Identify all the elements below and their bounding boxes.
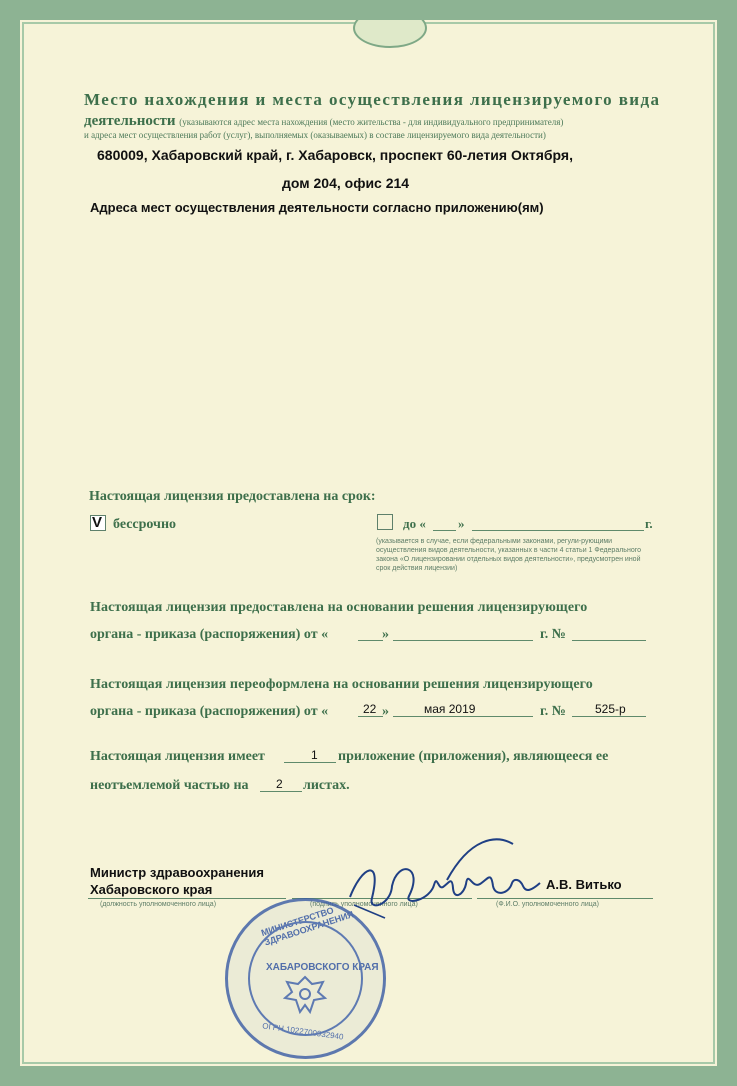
stamp-bottom-text: ОГРН 1022700932940	[261, 1021, 344, 1042]
decision-line-1: Настоящая лицензия предоставлена на основании решения лицензирующего	[90, 600, 588, 615]
appendix-line-1-end: приложение (приложения), являющееся ее	[338, 749, 609, 764]
unlimited-checkbox[interactable]	[90, 515, 106, 531]
until-year-suffix: г.	[645, 516, 653, 531]
reissue-line-2: органа - приказа (распоряжения) от «	[90, 704, 329, 719]
official-stamp	[225, 898, 386, 1059]
reissue-month-line	[393, 716, 533, 717]
title-line-2	[84, 113, 563, 130]
position-line-1: Министр здравоохранения	[90, 865, 264, 880]
address-line-2: дом 204, офис 214	[282, 175, 410, 191]
position-caption: (должность уполномоченного лица)	[100, 901, 217, 908]
appendix-line-2-end: листах.	[303, 778, 350, 793]
appendix-line-1-start: Настоящая лицензия имеет	[90, 749, 265, 764]
decision-quote-close: »	[382, 627, 389, 642]
until-date-checkbox[interactable]	[377, 514, 393, 530]
position-rule	[88, 898, 286, 899]
reissue-day: 22	[363, 702, 377, 716]
reissue-number-label: г. №	[540, 704, 566, 719]
checkbox-mark: V	[92, 514, 103, 531]
decision-number-label: г. №	[540, 627, 566, 642]
unlimited-label: бессрочно	[113, 517, 177, 532]
until-date-quote-close: »	[458, 516, 465, 531]
appendix-line-2-start: неотъемлемой частью на	[90, 778, 249, 793]
reissue-number: 525-р	[595, 702, 626, 716]
reissue-day-line	[358, 716, 383, 717]
term-note: (указывается в случае, если федеральными законами, регули-рующими осуществления видов деятельности, указанных в части 4 статьи 1 Федерального закона «О лицензировании отдельных видов деятельности», предусмотрен иной срок действия лицензии)	[376, 538, 642, 572]
reissue-number-line	[572, 716, 646, 717]
until-date-label: до «	[403, 516, 426, 531]
appendix-sheets-line	[260, 791, 302, 792]
address-line-1: 680009, Хабаровский край, г. Хабаровск, проспект 60-летия Октября,	[97, 147, 573, 163]
decision-line-2: органа - приказа (распоряжения) от «	[90, 627, 329, 642]
reissue-line-1: Настоящая лицензия переоформлена на основании решения лицензирующего	[90, 677, 593, 692]
signature-caption: (подпись уполномоченного лица)	[310, 901, 418, 908]
address-note: Адреса мест осуществления деятельности согласно приложению(ям)	[90, 200, 544, 215]
reissue-month-year: мая 2019	[424, 702, 476, 716]
decision-number-line	[572, 640, 646, 641]
reissue-quote-close: »	[382, 704, 389, 719]
appendix-sheets: 2	[276, 777, 283, 791]
title-bold-word: деятельности	[84, 113, 176, 129]
eagle-emblem-icon	[283, 974, 328, 1016]
until-day-line	[433, 530, 456, 531]
name-caption: (Ф.И.О. уполномоченного лица)	[496, 901, 599, 908]
term-heading: Настоящая лицензия предоставлена на срок:	[89, 489, 376, 504]
decision-month-line	[393, 640, 533, 641]
appendix-count-line	[284, 762, 336, 763]
stamp-text	[228, 901, 383, 1056]
stamp-top-text: МИНИСТЕРСТВО ЗДРАВООХРАНЕНИЯ	[259, 905, 355, 948]
title-line-3: и адреса мест осуществления работ (услуг), выполняемых (оказываемых) в составе лицензируемого вида деятельности)	[84, 130, 546, 140]
until-month-line	[472, 530, 644, 531]
decision-day-line	[358, 640, 383, 641]
appendix-count: 1	[311, 748, 318, 762]
top-ornament	[353, 8, 427, 48]
title-line-2-note: (указываются адрес места нахождения (место жительства - для индивидуального предпринимателя)	[179, 117, 564, 127]
stamp-middle-text: ХАБАРОВСКОГО КРАЯ	[266, 962, 379, 973]
title-line-1: Место нахождения и места осуществления лицензируемого вида	[84, 90, 661, 109]
signatory-name: А.В. Витько	[546, 877, 622, 892]
position-line-2: Хабаровского края	[90, 882, 213, 897]
